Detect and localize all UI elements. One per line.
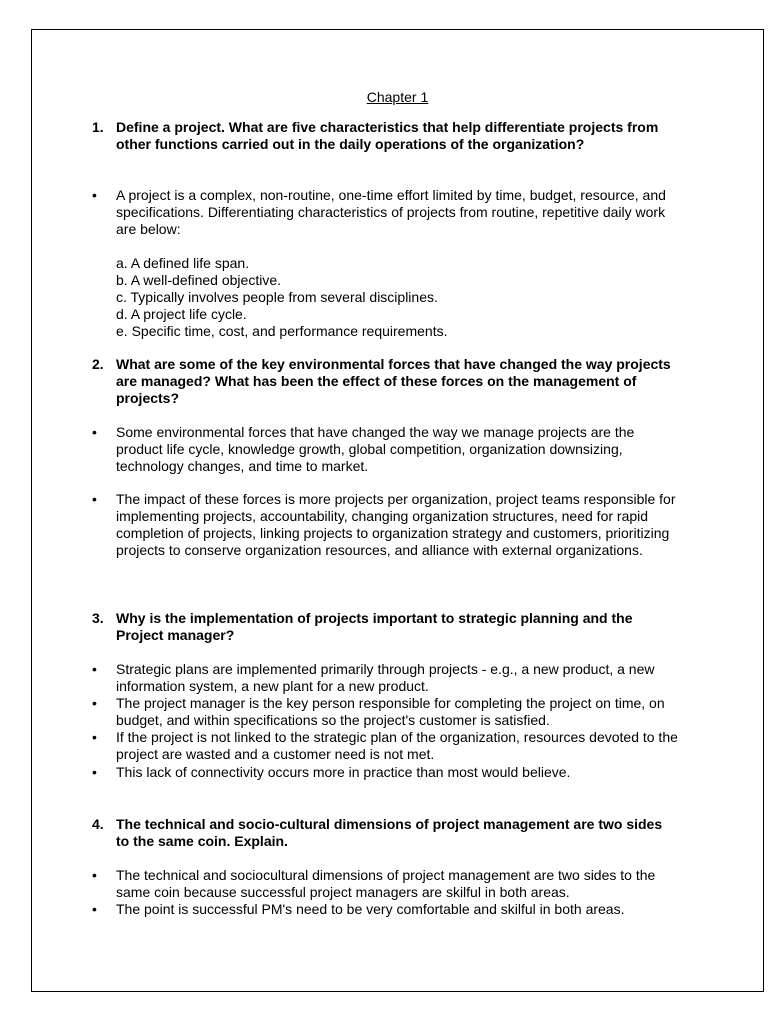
question-number: 2.	[92, 356, 104, 372]
question-text: Define a project. What are five characteristics that help differentiate projects from other functions carried out in the daily operations of the organization?	[116, 119, 659, 152]
answer-bullet	[92, 867, 682, 901]
list-item: e. Specific time, cost, and performance requirements.	[116, 323, 448, 339]
answer-bullet	[92, 901, 682, 918]
chapter-heading: Chapter 1	[366, 89, 429, 105]
answer-bullet	[92, 764, 682, 781]
bullet-icon: •	[92, 695, 97, 711]
answer-text: Some environmental forces that have changed the way we manage projects are the product life cycle, knowledge growth, global competition, organization downsizing, technology changes, and time to market.	[116, 424, 635, 474]
question-3	[92, 610, 672, 644]
question-number: 1.	[92, 119, 104, 135]
bullet-icon: •	[92, 661, 97, 677]
question-text: Why is the implementation of projects important to strategic planning and the Project manager?	[116, 610, 633, 643]
question-text: The technical and socio-cultural dimensions of project management are two sides to the same coin. Explain.	[116, 816, 663, 849]
question-2	[92, 356, 672, 407]
list-item: c. Typically involves people from several disciplines.	[116, 289, 438, 305]
question-4	[92, 816, 672, 850]
answer-bullet	[92, 661, 682, 695]
list-item: d. A project life cycle.	[116, 306, 247, 322]
list-item: b. A well-defined objective.	[116, 272, 281, 288]
answer-text: This lack of connectivity occurs more in practice than most would believe.	[116, 764, 571, 780]
bullet-icon: •	[92, 729, 97, 745]
bullet-icon: •	[92, 187, 97, 203]
question-number: 3.	[92, 610, 104, 626]
answer-text: The technical and sociocultural dimensions of project management are two sides to the same coin because successful project managers are skilful in both areas.	[116, 867, 656, 900]
answer-text: If the project is not linked to the strategic plan of the organization, resources devoted to the project are wasted and a customer need is not met.	[116, 729, 678, 762]
answer-bullet	[92, 424, 682, 475]
answer-text: The impact of these forces is more projects per organization, project teams responsible for implementing projects, accountability, changing organization structures, need for rapid completion of projects, linking projects to organization strategy and customers, prioritizing projects to conserve organization resources, and alliance with external organizations.	[116, 491, 676, 558]
answer-bullet	[92, 491, 682, 559]
question-text: What are some of the key environmental forces that have changed the way projects are managed? What has been the effect of these forces on the management of projects?	[116, 356, 671, 406]
question-number: 4.	[92, 816, 104, 832]
list-item: a. A defined life span.	[116, 255, 250, 271]
answer-text: A project is a complex, non-routine, one-time effort limited by time, budget, resource, and specifications. Differentiating characteristics of projects from routine, repetitive daily work are below:	[116, 187, 666, 237]
document-page	[31, 29, 764, 992]
bullet-icon: •	[92, 491, 97, 507]
answer-bullet	[92, 695, 682, 729]
answer-text: The project manager is the key person responsible for completing the project on time, on budget, and within specifications so the project's customer is satisfied.	[116, 695, 665, 728]
answer-bullet	[92, 729, 682, 763]
answer-text: Strategic plans are implemented primarily through projects - e.g., a new product, a new information system, a new plant for a new product.	[116, 661, 655, 694]
bullet-icon: •	[92, 867, 97, 883]
bullet-icon: •	[92, 424, 97, 440]
bullet-icon: •	[92, 901, 97, 917]
bullet-icon: •	[92, 764, 97, 780]
answer-text: The point is successful PM's need to be very comfortable and skilful in both areas.	[116, 901, 625, 917]
characteristics-list	[116, 255, 447, 340]
question-1	[92, 119, 672, 153]
answer-bullet	[92, 187, 682, 238]
